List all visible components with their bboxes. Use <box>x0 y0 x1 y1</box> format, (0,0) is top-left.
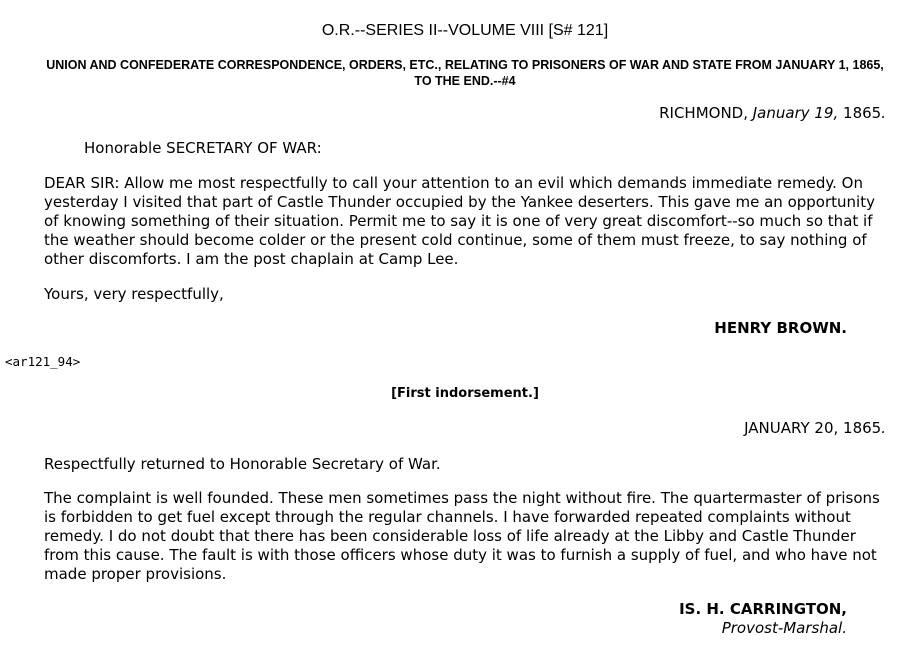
indorsement-date-period: . <box>881 419 886 437</box>
dateline-date: January 19 <box>752 104 834 122</box>
letter-closing: Yours, very respectfully, <box>44 285 224 303</box>
dateline-comma: , <box>833 104 839 122</box>
indorsement-signature: IS. H. CARRINGTON, <box>679 600 847 618</box>
indorsement-dateline <box>744 419 886 438</box>
indorsement-date: JANUARY 20, 1865 <box>744 419 882 437</box>
salutation: Honorable SECRETARY OF WAR: <box>84 139 322 157</box>
indorsement-body: The complaint is well founded. These men sometimes pass the night without fire. The quartermaster of prisons is forbidden to get fuel except through the regular channels. I have forwarded repeated complaints without remedy. I do not doubt that there has been considerable loss of life already at the Libby and Castle Thunder from this cause. The fault is with those officers whose duty it was to furnish a supply of fuel, and who have not made proper provisions. <box>44 489 880 583</box>
letter-dateline <box>659 104 886 123</box>
indorsement-signature-title: Provost-Marshal. <box>721 619 847 637</box>
dateline-period: . <box>881 104 886 122</box>
dateline-place: RICHMOND, <box>659 104 753 122</box>
document-heading: UNION AND CONFEDERATE CORRESPONDENCE, ORDERS, ETC., RELATING TO PRISONERS OF WAR AND STATE FROM JANUARY 1, 1865, TO THE END.--#4 <box>46 58 884 88</box>
page-marker: <ar121_94> <box>5 354 81 369</box>
letter-signature: HENRY BROWN. <box>714 319 847 337</box>
letter-body: DEAR SIR: Allow me most respectfully to call your attention to an evil which demands immediate remedy. On yesterday I visited that part of Castle Thunder occupied by the Yankee deserters. This gave me an opportunity of knowing something of their situation. Permit me to say it is one of very great discomfort--so much so that if the weather should become colder or the present cold continue, some of them must freeze, to say nothing of other discomforts. I am the post chaplain at Camp Lee. <box>44 174 875 268</box>
series-title: O.R.--SERIES II--VOLUME VIII [S# 121] <box>321 22 609 39</box>
indorsement-label: [First indorsement.] <box>391 386 539 401</box>
dateline-year: 1865 <box>838 104 882 122</box>
indorsement-returned: Respectfully returned to Honorable Secretary of War. <box>44 455 441 473</box>
